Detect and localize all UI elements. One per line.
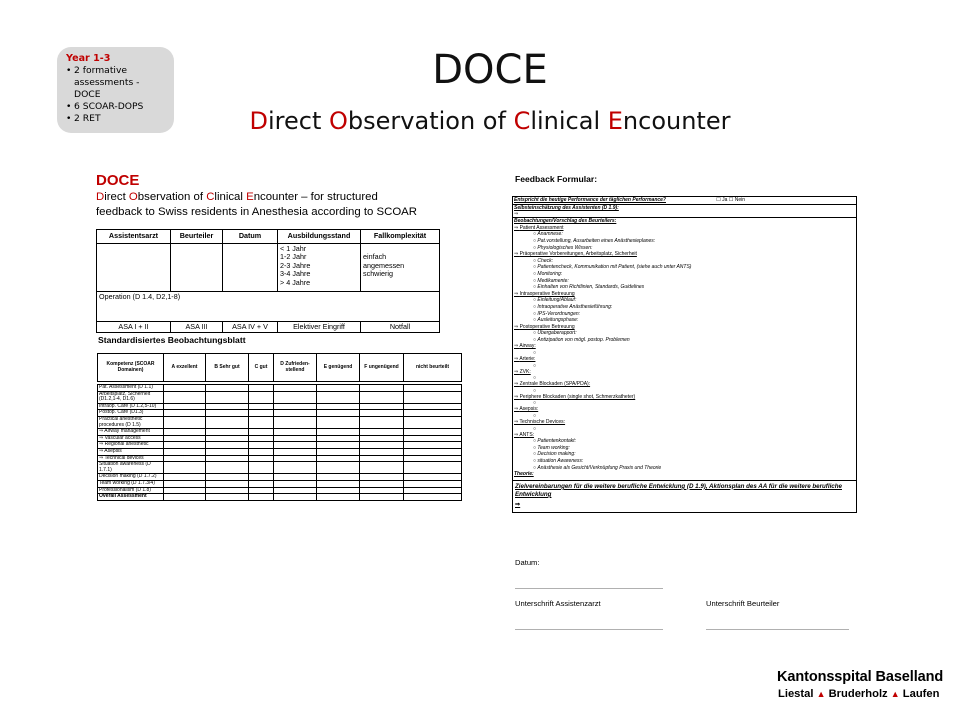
ausbildungsstand-option: > 4 Jahre	[280, 277, 311, 287]
subtitle-part: irect	[268, 107, 330, 135]
rating-cell[interactable]	[274, 403, 317, 410]
rating-cell[interactable]	[206, 474, 249, 481]
rating-cell[interactable]	[164, 410, 206, 417]
doce-sub-part: irect	[104, 191, 129, 203]
subtitle-part: E	[607, 107, 623, 135]
observations-heading: Beobachtungen/Vorschlag des Beurteilers:	[514, 218, 617, 225]
badge-item: • 6 SCOAR-DOPS	[66, 101, 168, 113]
rating-cell[interactable]	[164, 487, 206, 494]
rating-cell[interactable]	[317, 385, 360, 392]
assessor-signature-label: Unterschrift Beurteiler	[706, 599, 780, 608]
rating-cell[interactable]	[206, 448, 249, 455]
ausbildungsstand-option: 3-4 Jahre	[280, 269, 311, 279]
rating-cell[interactable]	[164, 429, 206, 436]
rating-cell[interactable]	[206, 435, 249, 442]
rating-cell[interactable]	[274, 448, 317, 455]
rating-cell[interactable]	[249, 435, 274, 442]
assessor-signature-line[interactable]	[706, 629, 849, 630]
performance-question-row[interactable]	[513, 197, 856, 205]
info-header: Beurteiler	[171, 230, 223, 244]
feedback-item[interactable]: ○ Übergaberapport:	[513, 330, 856, 337]
rating-cell[interactable]	[404, 448, 462, 455]
fallkomplexitaet-cell[interactable]	[361, 243, 440, 291]
feedback-item[interactable]: ○ Patientenkontakt:	[513, 438, 856, 445]
rating-cell[interactable]	[249, 455, 274, 462]
rating-cell[interactable]	[404, 385, 462, 392]
competency-label: Practical anesthetic procedures (D 1.5)	[98, 416, 164, 428]
badge-list	[66, 65, 168, 125]
feedback-item[interactable]: ○ Anästhesie als Gesicht/Verknüpfung Praxis und Theorie	[513, 465, 856, 472]
obs-header: C gut	[249, 354, 274, 382]
rating-cell[interactable]	[317, 455, 360, 462]
rating-cell[interactable]	[206, 416, 249, 428]
rating-cell[interactable]	[249, 429, 274, 436]
location: Bruderholz	[828, 688, 888, 700]
table-row	[98, 442, 462, 449]
rating-cell[interactable]	[249, 391, 274, 403]
rating-cell[interactable]	[360, 487, 404, 494]
rating-cell[interactable]	[206, 455, 249, 462]
feedback-section-title: ⇒ Intraoperative Betreuung	[513, 291, 856, 298]
obs-header: Kompetenz (SCOAR Domainen)	[98, 354, 164, 382]
rating-cell[interactable]	[404, 429, 462, 436]
yes-no-checkbox[interactable]: ☐ Ja ☐ Nein	[716, 197, 745, 203]
competency-label: ⇒ Asepsis	[98, 448, 164, 455]
year-info-badge	[57, 47, 174, 133]
goals-arrow: ⇒	[515, 500, 521, 508]
operation-cell[interactable]	[97, 291, 440, 321]
feedback-item[interactable]: ○ IPS-Verordnungen:	[513, 311, 856, 318]
subtitle-part: linical	[530, 107, 608, 135]
rating-cell[interactable]	[206, 494, 249, 501]
rating-cell[interactable]	[404, 455, 462, 462]
subtitle-part: ncounter	[622, 107, 731, 135]
rating-cell[interactable]	[164, 385, 206, 392]
feedback-item[interactable]: ○ Decision making:	[513, 451, 856, 458]
rating-cell[interactable]	[206, 480, 249, 487]
triangle-icon: ▲	[816, 689, 826, 699]
rating-cell[interactable]	[360, 416, 404, 428]
rating-cell[interactable]	[206, 385, 249, 392]
feedback-item[interactable]: ○ Medikamente:	[513, 278, 856, 285]
obs-header: A exzellent	[164, 354, 206, 382]
obs-header: nicht beurteilt	[404, 354, 462, 382]
datum-cell[interactable]	[223, 243, 278, 291]
performance-question: Entspricht die heutige Performance der täglichen Performance?	[514, 197, 666, 203]
doce-sub-part: D	[96, 191, 105, 203]
rating-cell[interactable]	[249, 442, 274, 449]
table-row	[98, 480, 462, 487]
subtitle-part: D	[249, 107, 268, 135]
table-row	[98, 429, 462, 436]
doce-sub-part: C	[206, 191, 215, 203]
feedback-section-title: ⇒ Asepsis:	[513, 406, 856, 413]
rating-cell[interactable]	[274, 410, 317, 417]
rating-cell[interactable]	[317, 474, 360, 481]
triangle-icon: ▲	[890, 689, 900, 699]
info-header: Ausbildungsstand	[278, 230, 361, 244]
competency-label: ⇒ Regional anesthetic	[98, 442, 164, 449]
rating-cell[interactable]	[404, 410, 462, 417]
rating-cell[interactable]	[274, 487, 317, 494]
asa-cell[interactable]: ASA III	[171, 321, 223, 333]
subtitle-part: bservation of	[347, 107, 514, 135]
asa-cell[interactable]: Elektiver Eingriff	[278, 321, 361, 333]
badge-item: • 2 formative assessments - DOCE	[66, 65, 168, 101]
observation-table-body	[98, 382, 462, 501]
table-row	[98, 487, 462, 494]
rating-cell[interactable]	[360, 442, 404, 449]
obs-header: B Sehr gut	[206, 354, 249, 382]
rating-cell[interactable]	[164, 416, 206, 428]
feedback-item[interactable]: ○ Ausleitungsphase:	[513, 317, 856, 324]
rating-cell[interactable]	[404, 494, 462, 501]
rating-cell[interactable]	[206, 391, 249, 403]
rating-cell[interactable]	[360, 480, 404, 487]
competency-label: Arbeitsplatz, Sicherheit (D1.2,1-4, D1.6)	[98, 391, 164, 403]
competency-label: Team working (D 1.7.3/4)	[98, 480, 164, 487]
slide-title: DOCE	[432, 47, 548, 93]
feedback-section-title: ⇒ ZVK:	[513, 369, 856, 376]
competency-label: ⇒ Airway management	[98, 429, 164, 436]
fallkomplexitaet-option: angemessen	[363, 260, 405, 270]
table-row	[98, 385, 462, 392]
ausbildungsstand-option: < 1 Jahr	[280, 243, 307, 253]
rating-cell[interactable]	[317, 487, 360, 494]
doce-form-subtitle-line2: feedback to Swiss residents in Anesthesia according to SCOAR	[96, 206, 418, 218]
doce-form-document	[96, 172, 462, 500]
feedback-item[interactable]: ○ Team working:	[513, 445, 856, 452]
assistant-signature-label: Unterschrift Assistenzarzt	[515, 599, 601, 608]
rating-cell[interactable]	[274, 480, 317, 487]
competency-label: Intraop. Care (D 1.2,5-10)	[98, 403, 164, 410]
fallkomplexitaet-option: schwierig	[363, 269, 393, 279]
feedback-section-title: ⇒ ANTS:	[513, 432, 856, 439]
self-assessment-label: Selbsteinschätzung des Assistenten (D 1.9):	[514, 204, 619, 211]
feedback-section-title: ⇒ Präoperative Vorbereitungen, Arbeitsplatz, Sicherheit	[513, 251, 856, 258]
goals-row[interactable]	[513, 480, 856, 512]
beurteiler-cell[interactable]	[171, 243, 223, 291]
table-row	[98, 448, 462, 455]
doce-form-subtitle	[96, 191, 462, 204]
competency-label: ⇒ Technical devices	[98, 455, 164, 462]
asa-cell[interactable]: ASA IV + V	[223, 321, 278, 333]
badge-title: Year 1-3	[66, 53, 111, 64]
ausbildungsstand-option: 2-3 Jahre	[280, 260, 311, 270]
rating-cell[interactable]	[249, 474, 274, 481]
rating-cell[interactable]	[274, 429, 317, 436]
info-header: Assistentsarzt	[97, 230, 171, 244]
rating-cell[interactable]	[249, 494, 274, 501]
doce-sub-part: ncounter – for structured	[253, 191, 378, 203]
rating-cell[interactable]	[164, 474, 206, 481]
rating-cell[interactable]	[360, 429, 404, 436]
ausbildungsstand-option: 1-2 Jahr	[280, 252, 307, 262]
rating-cell[interactable]	[206, 429, 249, 436]
rating-cell[interactable]	[317, 442, 360, 449]
table-row	[98, 455, 462, 462]
rating-cell[interactable]	[249, 410, 274, 417]
rating-cell[interactable]	[404, 403, 462, 410]
rating-cell[interactable]	[164, 462, 206, 474]
goals-label: Zielvereinbarungen für die weitere berufliche Entwicklung (D 1.9), Aktionsplan des AA für die weitere berufliche Entwicklung	[515, 482, 842, 498]
rating-cell[interactable]	[249, 416, 274, 428]
doce-sub-part: bservation of	[137, 191, 207, 203]
info-header: Datum	[223, 230, 278, 244]
datum-signature-line[interactable]	[515, 588, 663, 589]
rating-cell[interactable]	[249, 385, 274, 392]
rating-cell[interactable]	[164, 455, 206, 462]
standard-sheet-title: Standardisiertes Beobachtungsblatt	[98, 335, 246, 345]
feedback-item[interactable]: ○ Antizipation von mögl. postop. Problemen	[513, 337, 856, 344]
rating-cell[interactable]	[274, 494, 317, 501]
rating-cell[interactable]	[274, 385, 317, 392]
feedback-item[interactable]: ○ Einleitung/Ablauf:	[513, 297, 856, 304]
assistant-signature-line[interactable]	[515, 629, 663, 630]
rating-cell[interactable]	[404, 416, 462, 428]
rating-cell[interactable]	[404, 435, 462, 442]
observation-table	[97, 353, 462, 501]
competency-label: ⇒ Vascular access	[98, 435, 164, 442]
competency-label: Pat. Assessment (D 1.1)	[98, 385, 164, 392]
rating-cell[interactable]	[206, 442, 249, 449]
feedback-section-title: ⇒ Airway:	[513, 343, 856, 350]
feedback-item[interactable]: ○ Einhalten von Richtlinien, Standards, Guidelines	[513, 284, 856, 291]
rating-cell[interactable]	[317, 410, 360, 417]
doce-sub-part: linical	[214, 191, 247, 203]
rating-cell[interactable]	[164, 480, 206, 487]
info-table	[96, 229, 440, 333]
rating-cell[interactable]	[360, 462, 404, 474]
subtitle-part: C	[513, 107, 531, 135]
feedback-section-title: ⇒ Technische Devices:	[513, 419, 856, 426]
rating-cell[interactable]	[317, 429, 360, 436]
rating-cell[interactable]	[360, 410, 404, 417]
self-assessment-answer[interactable]: ⇒	[513, 211, 856, 218]
obs-header: D Zufrieden-stellend	[274, 354, 317, 382]
rating-cell[interactable]	[249, 448, 274, 455]
obs-header: E genügend	[317, 354, 360, 382]
table-row	[98, 462, 462, 474]
rating-cell[interactable]	[317, 416, 360, 428]
feedback-item[interactable]: ○ Pat.vorstellung, Ausarbeiten eines Anästhesieplanes:	[513, 238, 856, 245]
rating-cell[interactable]	[404, 487, 462, 494]
ausbildungsstand-cell[interactable]	[278, 243, 361, 291]
info-header: Fallkomplexität	[361, 230, 440, 244]
feedback-form-title: Feedback Formular:	[515, 174, 598, 184]
rating-cell[interactable]	[274, 474, 317, 481]
feedback-section-title: ⇒ Arterie:	[513, 356, 856, 363]
rating-cell[interactable]	[206, 410, 249, 417]
rating-cell[interactable]	[360, 435, 404, 442]
feedback-item[interactable]: ○ Anamnese:	[513, 231, 856, 238]
competency-label: Professionalism (D 1.8)	[98, 487, 164, 494]
rating-cell[interactable]	[360, 391, 404, 403]
rating-cell[interactable]	[360, 385, 404, 392]
rating-cell[interactable]	[317, 435, 360, 442]
location: Laufen	[902, 688, 940, 700]
rating-cell[interactable]	[317, 448, 360, 455]
rating-cell[interactable]	[317, 480, 360, 487]
feedback-item[interactable]: ○ Physiologisches Wissen:	[513, 245, 856, 252]
competency-label: Decision making (D 1.7.2)	[98, 474, 164, 481]
feedback-sections	[513, 225, 856, 471]
competency-label: Situation awareness (D 1.7.1)	[98, 462, 164, 474]
rating-cell[interactable]	[360, 455, 404, 462]
table-row	[98, 410, 462, 417]
rating-cell[interactable]	[360, 474, 404, 481]
badge-item: • 2 RET	[66, 113, 168, 125]
table-row	[98, 391, 462, 403]
feedback-item[interactable]: ○ situation Awareness:	[513, 458, 856, 465]
slide-subtitle	[180, 106, 800, 136]
rating-cell[interactable]	[206, 487, 249, 494]
rating-cell[interactable]	[360, 403, 404, 410]
rating-cell[interactable]	[249, 462, 274, 474]
operation-label: Operation (D 1.4, D2,1-8)	[99, 291, 181, 301]
rating-cell[interactable]	[317, 403, 360, 410]
feedback-box	[512, 196, 857, 513]
rating-cell[interactable]	[164, 442, 206, 449]
rating-cell[interactable]	[317, 494, 360, 501]
rating-cell[interactable]	[206, 462, 249, 474]
theorie-label[interactable]: Theorie:	[514, 471, 534, 478]
table-row	[98, 403, 462, 410]
feedback-section-title: ⇒ Periphere Blockaden (single shot, Schmerzkatheter)	[513, 394, 856, 401]
hospital-locations	[778, 688, 939, 700]
feedback-section-title: ⇒ Patient Assessment	[513, 225, 856, 232]
datum-label: Datum:	[515, 558, 540, 567]
rating-cell[interactable]	[206, 403, 249, 410]
table-row	[98, 416, 462, 428]
doce-form-title: DOCE	[96, 172, 140, 189]
competency-label: Postop. Care (D1.3)	[98, 410, 164, 417]
rating-cell[interactable]	[404, 391, 462, 403]
doce-sub-part: O	[128, 191, 138, 203]
rating-cell[interactable]	[164, 391, 206, 403]
feedback-item[interactable]: ○ Monitoring:	[513, 271, 856, 278]
self-assessment-row[interactable]	[513, 205, 856, 212]
asa-cell[interactable]: ASA I + II	[97, 321, 171, 333]
rating-cell[interactable]	[274, 391, 317, 403]
feedback-item[interactable]: ○ Intraoperative Anästhesieführung:	[513, 304, 856, 311]
rating-cell[interactable]	[164, 435, 206, 442]
rating-cell[interactable]	[164, 403, 206, 410]
rating-cell[interactable]	[317, 462, 360, 474]
subtitle-part: O	[329, 107, 348, 135]
rating-cell[interactable]	[164, 448, 206, 455]
assistenzarzt-cell[interactable]	[97, 243, 171, 291]
feedback-form-document	[514, 174, 860, 608]
fallkomplexitaet-option: einfach	[363, 252, 387, 262]
feedback-item[interactable]: ○ Patientencheck, Kommunikation mit Patient, (siehe auch unter ANTS)	[513, 264, 856, 271]
feedback-section-title: ⇒ Postoperative Betreuung	[513, 324, 856, 331]
rating-cell[interactable]	[274, 435, 317, 442]
rating-cell[interactable]	[404, 442, 462, 449]
rating-cell[interactable]	[274, 455, 317, 462]
rating-cell[interactable]	[404, 462, 462, 474]
rating-cell[interactable]	[274, 442, 317, 449]
rating-cell[interactable]	[249, 487, 274, 494]
obs-header: F ungenügend	[360, 354, 404, 382]
rating-cell[interactable]	[360, 494, 404, 501]
doce-sub-part: E	[246, 191, 254, 203]
location: Liestal	[778, 688, 814, 700]
rating-cell[interactable]	[164, 494, 206, 501]
rating-cell[interactable]	[274, 416, 317, 428]
rating-cell[interactable]	[274, 462, 317, 474]
rating-cell[interactable]	[404, 480, 462, 487]
hospital-logo-name: Kantonsspital Baselland	[777, 669, 944, 685]
asa-cell[interactable]: Notfall	[361, 321, 440, 333]
competency-label: Overall Assessment	[98, 494, 164, 501]
feedback-section-title: ⇒ Zentrale Blockaden (SPA/PDA):	[513, 381, 856, 388]
rating-cell[interactable]	[404, 474, 462, 481]
rating-cell[interactable]	[360, 448, 404, 455]
rating-cell[interactable]	[317, 391, 360, 403]
table-row	[98, 435, 462, 442]
rating-cell[interactable]	[249, 480, 274, 487]
table-row	[98, 494, 462, 501]
rating-cell[interactable]	[249, 403, 274, 410]
feedback-item[interactable]: ○ Check:	[513, 258, 856, 265]
